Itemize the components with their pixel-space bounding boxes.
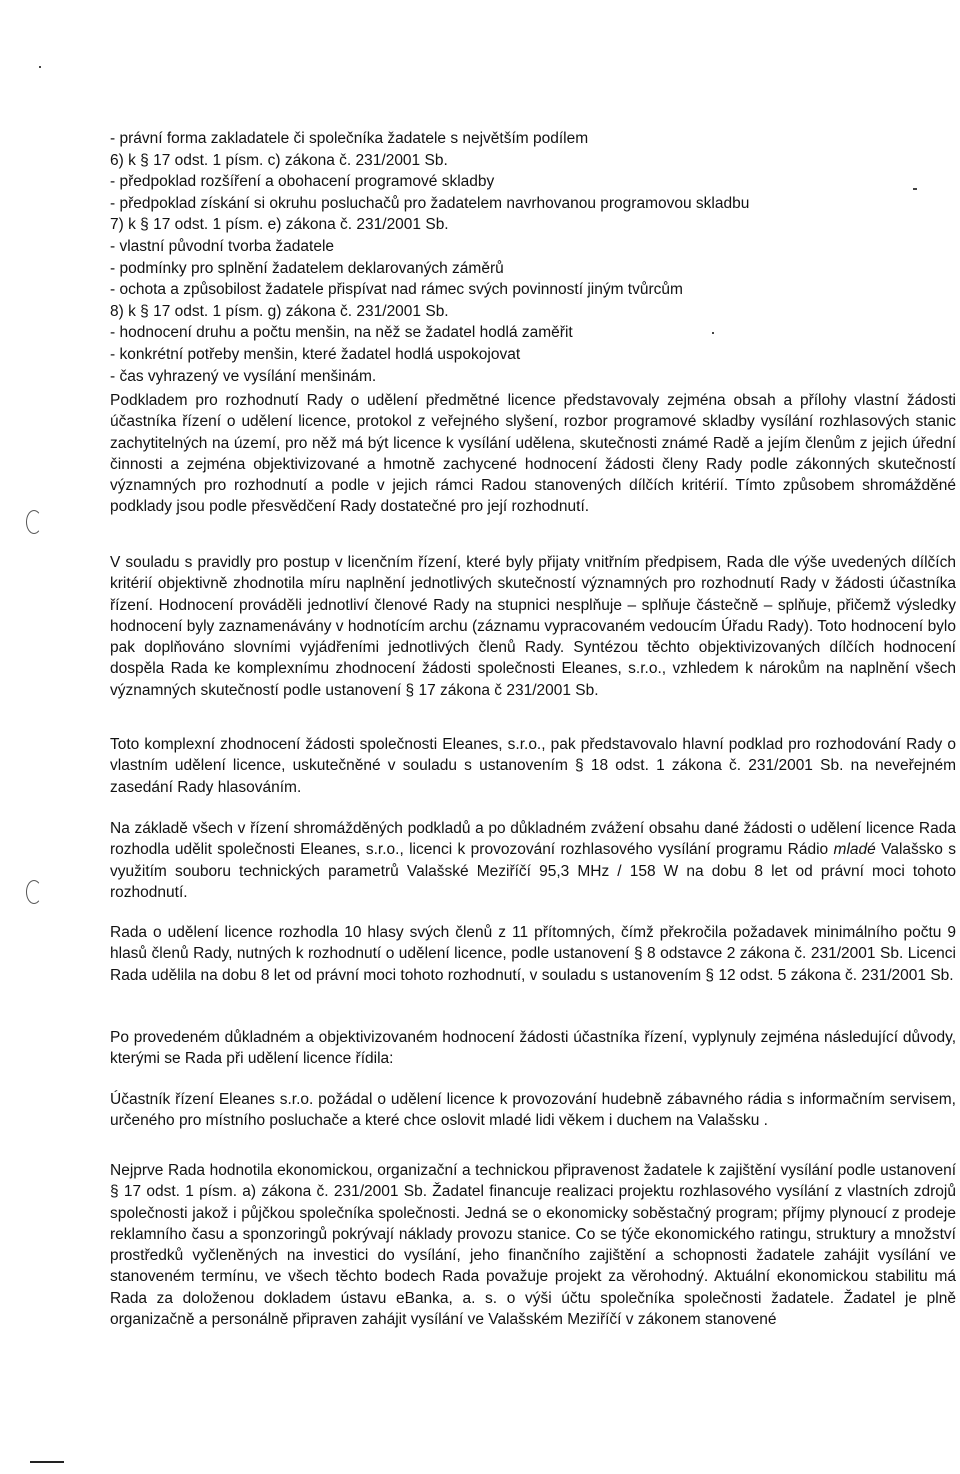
- list-item: - hodnocení druhu a počtu menšin, na něž se žadatel hodlá zaměřit: [110, 324, 573, 342]
- paragraph: Účastník řízení Eleanes s.r.o. požádal o udělení licence k provozování hudebně zábavného rádia s informačním servisem, určeného pro místního posluchače a které chce oslovit mladé lidi věkem i duchem na Valašsku .: [110, 1091, 956, 1130]
- list-item: 7) k § 17 odst. 1 písm. e) zákona č. 231/2001 Sb.: [110, 216, 449, 234]
- paragraph: Podkladem pro rozhodnutí Rady o udělení předmětné licence představovaly zejména obsah a přílohy vlastní žádosti účastníka řízení o udělení licence, protokol z veřejného slyšení, rozbor programové skladby vysílání rozhlasových stanic zachytitelných na území, pro něž má být licence k vysílání udělena, skutečnosti známé Radě a jejím členům z jejich úřední činnosti a zejména objektivizované a hmotně zachycené hodnocení žádosti členy Rady podle zákonných skutečností významných pro rozhodnutí a podle v jejich rámci Radou stanovených dílčích kritérií. Tímto způsobem shromážděné podklady jsou podle přesvědčení Rady dostatečné pro její rozhodnutí.: [110, 392, 956, 516]
- punch-hole-mark: [26, 880, 42, 904]
- program-name-italic: mladé: [833, 841, 876, 859]
- paragraph: Nejprve Rada hodnotila ekonomickou, organizační a technickou připravenost žadatele k zajištění vysílání podle ustanovení § 17 odst. 1 písm. a) zákona č. 231/2001 Sb. Žadatel financuje realizaci projektu rozhlasového vysílání z vlastních zdrojů společnosti jakož i půjčkou společníka společnosti. Jedná se o ekonomicky soběstačný program; příjmy plynoucí z prodeje reklamního času a sponzoringů pokrývají náklady provozu stanice. Co se týče ekonomického ratingu, struktury a množství prostředků vyčleněných na investici do vysílání, jeho finančního zajištění a schopnosti žadatele zahájit vysílání ve stanoveném termínu, ve všech těchto bodech Rada považuje projekt za věrohodný. Aktuální ekonomickou stabilitu má Rada za doloženou dokladem ústavu eBanka, a. s. o výši účtu společníka společnosti žadatele. Žadatel je plně organizačně a personálně připraven zahájit vysílání ve Valašském Meziříčí v zákonem stanovené: [110, 1162, 956, 1329]
- paragraph: V souladu s pravidly pro postup v licenčním řízení, které byly přijaty vnitřním předpisem, Rada dle výše uvedených dílčích kritérií objektivně zhodnotila míru naplnění jednotlivých skutečností významných pro rozhodnutí Rady v žádosti účastníka řízení. Hodnocení prováděli jednotliví členové Rady na stupnici nesplňuje – splňuje částečně – splňuje, přičemž výsledky hodnocení byly zaznamenávány v hodnotícím archu (záznamu vypracovaném vedoucím Úřadu Rady). Toto hodnocení bylo pak doplňováno slovními vyjádřeními jednotlivých členů Rady. Syntézou těchto objektivizovaných dílčích hodnocení dospěla Rada ke komplexnímu zhodnocení žádosti společnosti Eleanes, s.r.o., vzhledem k nárokům na naplnění všech významných skutečností podle ustanovení § 17 zákona č 231/2001 Sb.: [110, 554, 956, 699]
- paragraph: Rada o udělení licence rozhodla 10 hlasy svých členů z 11 přítomných, čímž překročila požadavek minimálního počtu 9 hlasů členů Rady, nutných k rozhodnutí o udělení licence, podle ustanovení § 8 odstavce 2 zákona č. 231/2001 Sb. Licenci Rada udělila na dobu 8 let od právní moci tohoto rozhodnutí, v souladu s ustanovením § 12 odst. 5 zákona č. 231/2001 Sb.: [110, 924, 956, 984]
- list-item: - ochota a způsobilost žadatele přispívat nad rámec svých povinností jiným tvůrcům: [110, 281, 683, 299]
- list-item: 6) k § 17 odst. 1 písm. c) zákona č. 231/2001 Sb.: [110, 151, 448, 169]
- list-item: - právní forma zakladatele či společníka žadatele s největším podílem: [110, 130, 589, 147]
- stray-dot: [39, 66, 41, 68]
- punch-hole-mark: [26, 510, 42, 534]
- criteria-list: [110, 128, 930, 387]
- list-item: - předpoklad rozšíření a obohacení programové skladby: [110, 173, 495, 191]
- paragraph: Toto komplexní zhodnocení žádosti společnosti Eleanes, s.r.o., pak představovalo hlavní podklad pro rozhodování Rady o vlastním udělení licence, uskutečněné v souladu s ustanovením § 18 odst. 1 zákona č. 231/2001 Sb. na neveřejném zasedání Rady hlasováním.: [110, 736, 956, 796]
- list-item: - čas vyhrazený ve vysílání menšinám.: [110, 367, 377, 385]
- list-item: - podmínky pro splnění žadatelem deklarovaných záměrů: [110, 259, 504, 277]
- list-item: - konkrétní potřeby menšin, které žadatel hodlá uspokojovat: [110, 345, 521, 363]
- paragraph: Po provedeném důkladném a objektivizovaném hodnocení žádosti účastníka řízení, vyplynuly zejména následující důvody, kterými se Rada při udělení licence řídila:: [110, 1029, 956, 1068]
- list-item: - předpoklad získání si okruhu posluchačů pro žadatelem navrhovanou programovou skladbu: [110, 194, 750, 212]
- paragraph-text: Valašsko s využitím souboru technických parametrů Valašské Meziříčí 95,3 MHz / 158 W na dobu 8 let od právní moci tohoto rozhodnutí.: [110, 841, 956, 901]
- list-item: 8) k § 17 odst. 1 písm. g) zákona č. 231/2001 Sb.: [110, 302, 449, 320]
- footer-rule: [30, 1461, 64, 1463]
- paragraph: [110, 818, 956, 903]
- list-item: - vlastní původní tvorba žadatele: [110, 237, 335, 255]
- paragraph-text: Na základě všech v řízení shromážděných podkladů a po důkladném zvážení obsahu dané žádosti o udělení licence Rada rozhodla udělit společnosti Eleanes, s.r.o., licenci k provozování rozhlasového vysílání programu Rádio: [110, 820, 956, 859]
